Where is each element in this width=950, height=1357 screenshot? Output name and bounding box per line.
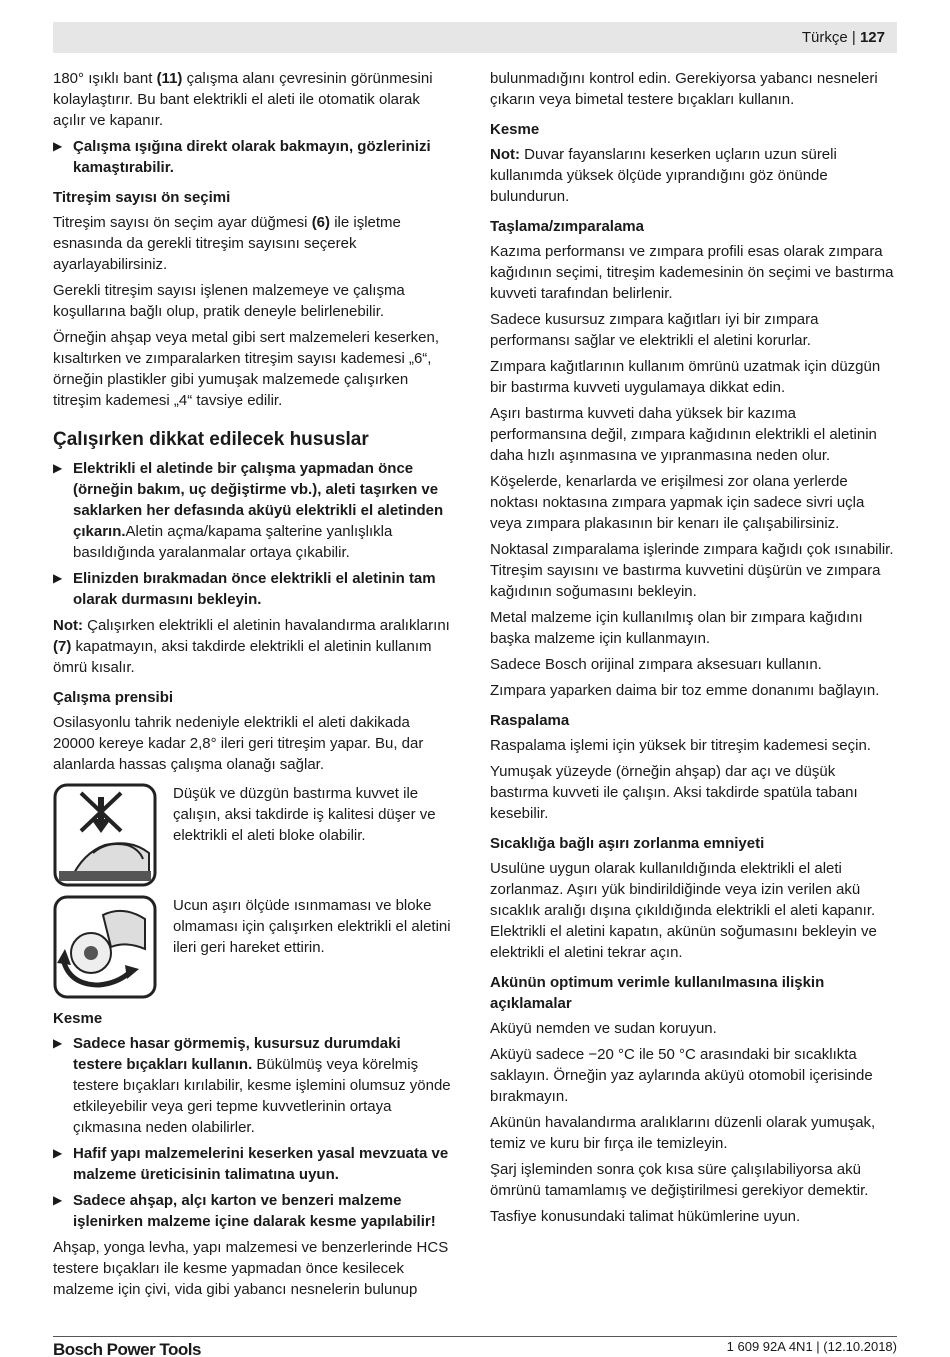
left-column (53, 68, 451, 1305)
note-ventilation: Not: Çalışırken elektrikli el aletinin havalandırma aralıklarını (7) kapatmayın, aksi takdirde elektrikli el aletinin kullanım ömrü kısalır. (53, 617, 450, 676)
paragraph-battery-4: Şarj işleminden sonra çok kısa süre çalışılabiliyorsa akü ömrünü tamamlamış ve değiştirilmesi gerekiyor demektir. (490, 1161, 869, 1199)
figure-row-motion (53, 895, 451, 999)
paragraph-battery-5: Tasfiye konusundaki talimat hükümlerine uyun. (490, 1208, 801, 1225)
heading-cutting: Kesme (53, 1010, 103, 1027)
low-pressure-illustration-icon (53, 783, 157, 887)
paragraph-scraping-2: Yumuşak yüzeyde (örneğin ahşap) dar açı ve düşük bastırma kuvveti ile çalışın. Aksi takdirde spatüla tabanı kesebilir. (490, 763, 858, 822)
note-tiles: Not: Duvar fayanslarını keserken uçların uzun süreli kullanımda yüksek ölçüde yıprandığını göz önünde bulundurun. (490, 146, 837, 205)
bullet-arrow-icon: ▶ (53, 1146, 63, 1160)
ref-6: (6) (311, 214, 331, 231)
header-language: Türkçe (801, 29, 848, 46)
back-forth-motion-illustration-icon (53, 895, 157, 999)
paragraph-sanding-2: Sadece kusursuz zımpara kağıtları iyi bir zımpara performansı sağlar ve elektrikli el aletini korurlar. (490, 311, 819, 349)
bullet-undamaged-blades: ▶ Sadece hasar görmemiş, kusursuz durumdaki testere bıçakları kullanın. Bükülmüş veya körelmiş testere bıçakları kırılabilir, kesme işlemini olumsuz yönde etkileyebilir veya geri tepme kuvvetlerinin ortaya çıkmasına neden olabilirler. (53, 1035, 451, 1136)
paragraph-vibration-1: Titreşim sayısı ön seçim ayar düğmesi (6) ile işletme esnasında da gerekli titreşim sayısını seçerek ayarlayabilirsiniz. (53, 214, 401, 273)
bullet-light-warning: ▶ Çalışma ışığına direkt olarak bakmayın, gözlerinizi kamaştırabilir. (53, 138, 431, 176)
heading-scraping: Raspalama (490, 712, 570, 729)
footer-doc-id: 1 609 92A 4N1 | (12.10.2018) (726, 1339, 897, 1354)
page-header (53, 22, 897, 53)
figure-text-motion: Ucun aşırı ölçüde ısınmaması ve bloke olmaması için çalışırken elektrikli el aletini ileri geri hareket ettirin. (173, 897, 451, 956)
heading-battery-usage: Akünün optimum verimle kullanılmasına ilişkin açıklamalar (490, 974, 825, 1012)
paragraph-battery-3: Akünün havalandırma aralıklarını düzenli olarak yumuşak, temiz ve kuru bir fırça ile temizleyin. (490, 1114, 876, 1152)
footer-brand: Bosch Power Tools (53, 1340, 201, 1357)
heading-cutting-right: Kesme (490, 121, 540, 138)
paragraph-sanding-4: Aşırı bastırma kuvveti daha yüksek bir kazıma performansına değil, zımpara kağıdının elektrikli el aletinin daha hızlı aşınmasına ve yıpranmasına neden olur. (490, 405, 877, 464)
heading-working-notes: Çalışırken dikkat edilecek hususlar (53, 429, 369, 450)
page-number: 127 (859, 29, 885, 46)
paragraph-sanding-9: Zımpara yaparken daima bir toz emme donanımı bağlayın. (490, 682, 880, 699)
heading-temperature-protection: Sıcaklığa bağlı aşırı zorlanma emniyeti (490, 835, 765, 852)
bullet-lightweight-materials: ▶ Hafif yapı malzemelerini keserken yasal mevzuata ve malzeme üreticisinin talimatına uyun. (53, 1145, 449, 1183)
paragraph-principle: Osilasyonlu tahrik nedeniyle elektrikli el aleti dakikada 20000 kereye kadar 2,8° ileri geri titreşim yapar. Bu, dar alanlarda hassas çalışma olanağı sağlar. (53, 714, 424, 773)
heading-vibration-preselect: Titreşim sayısı ön seçimi (53, 189, 231, 206)
footer-divider (53, 1336, 897, 1337)
figure-row-pressure (53, 783, 451, 887)
paragraph-battery-2: Aküyü sadece −20 °C ile 50 °C arasındaki bir sıcaklıkta saklayın. Örneğin yaz aylarında aküyü otomobil içerisinde bırakmayın. (490, 1046, 873, 1105)
bullet-arrow-icon: ▶ (53, 461, 63, 475)
heading-working-principle: Çalışma prensibi (53, 689, 174, 706)
header-separator: | (851, 29, 856, 46)
paragraph-sanding-1: Kazıma performansı ve zımpara profili esas olarak zımpara kağıdının seçimi, titreşim kademesinin ön seçimi ve bastırma kuvveti tarafından belirlenir. (490, 243, 894, 302)
bullet-plunge-cut: ▶ Sadece ahşap, alçı karton ve benzeri malzeme işlenirken malzeme içine dalarak kesme yapılabilir! (53, 1192, 436, 1230)
paragraph-sanding-6: Noktasal zımparalama işlerinde zımpara kağıdı çok ısınabilir. Titreşim sayısını ve bastırma kuvvetini düşürün ve zımpara kağıdının soğumasını bekleyin. (490, 541, 894, 600)
bullet-arrow-icon: ▶ (53, 571, 63, 585)
right-column (490, 68, 896, 1232)
bullet-arrow-icon: ▶ (53, 1036, 63, 1050)
figure-text-pressure: Düşük ve düzgün bastırma kuvvet ile çalışın, aksi takdirde iş kalitesi düşer ve elektrikli el aleti bloke olabilir. (173, 785, 436, 844)
ref-7: (7) (53, 638, 72, 655)
paragraph-sanding-8: Sadece Bosch orijinal zımpara aksesuarı kullanın. (490, 656, 822, 673)
paragraph-sanding-5: Köşelerde, kenarlarda ve erişilmesi zor olana yerlerde noktası noktasına zımpara yapmak için sadece sivri uçla veya zımpara plakasının bir kenarı ile çalışabilirsiniz. (490, 473, 865, 532)
paragraph-light-band: 180° ışıklı bant (11) çalışma alanı çevresinin görünmesini kolaylaştırır. Bu bant elektrikli el aleti ile otomatik olarak açılır ve kapanır. (53, 70, 433, 129)
paragraph-vibration-2: Gerekli titreşim sayısı işlenen malzemeye ve çalışma koşullarına bağlı olup, pratik deneyle belirlenebilir. (53, 282, 405, 320)
heading-sanding: Taşlama/zımparalama (490, 218, 644, 235)
header-text (802, 29, 885, 46)
paragraph-battery-1: Aküyü nemden ve sudan koruyun. (490, 1020, 717, 1037)
paragraph-sanding-7: Metal malzeme için kullanılmış olan bir zımpara kağıdını başka malzeme için kullanmayın. (490, 609, 863, 647)
paragraph-temperature: Usulüne uygun olarak kullanıldığında elektrikli el aleti zorlanmaz. Aşırı yük bindirildiğinde veya izin verilen akü sıcaklık aralığı dışına çıkıldığında elektrikli el aleti kapanır. Elektrikli el aletini kapatın, akünün soğumasını bekleyin ve elektrikli el aletini tekrar açın. (490, 860, 877, 961)
bullet-arrow-icon: ▶ (53, 1193, 63, 1207)
bullet-arrow-icon: ▶ (53, 139, 63, 153)
paragraph-sanding-3: Zımpara kağıtlarının kullanım ömrünü uzatmak için düzgün bir bastırma kuvveti uygulamaya dikkat edin. (490, 358, 881, 396)
paragraph-hcs-blades: Ahşap, yonga levha, yapı malzemesi ve benzerlerinde HCS testere bıçakları ile kesme yapmadan önce kesilecek malzeme için çivi, vida gibi yabancı nesnelerin bulunup (53, 1239, 449, 1298)
bullet-remove-battery: ▶ Elektrikli el aletinde bir çalışma yapmadan önce (örneğin bakım, uç değiştirme vb.), aleti taşırken ve saklarken her defasında aküyü elektrikli el aletinden çıkarın.Aletin açma/kapama şalterine yanlışlıkla basıldığında yaralanmalar ortaya çıkabilir. (53, 460, 444, 561)
paragraph-foreign-objects: bulunmadığını kontrol edin. Gerekiyorsa yabancı nesneleri çıkarın veya bimetal testere bıçakları kullanın. (490, 70, 878, 108)
paragraph-scraping-1: Raspalama işlemi için yüksek bir titreşim kademesi seçin. (490, 737, 871, 754)
bullet-wait-stop: ▶ Elinizden bırakmadan önce elektrikli el aletinin tam olarak durmasını bekleyin. (53, 570, 436, 608)
paragraph-vibration-3: Örneğin ahşap veya metal gibi sert malzemeleri keserken, kısaltırken ve zımparalarken titreşim sayısı kademesi „6“, örneğin plastikler gibi yumuşak malzemede çalışırken titreşim kademesi „4“ tavsiye edilir. (53, 329, 440, 409)
ref-11: (11) (156, 70, 183, 87)
